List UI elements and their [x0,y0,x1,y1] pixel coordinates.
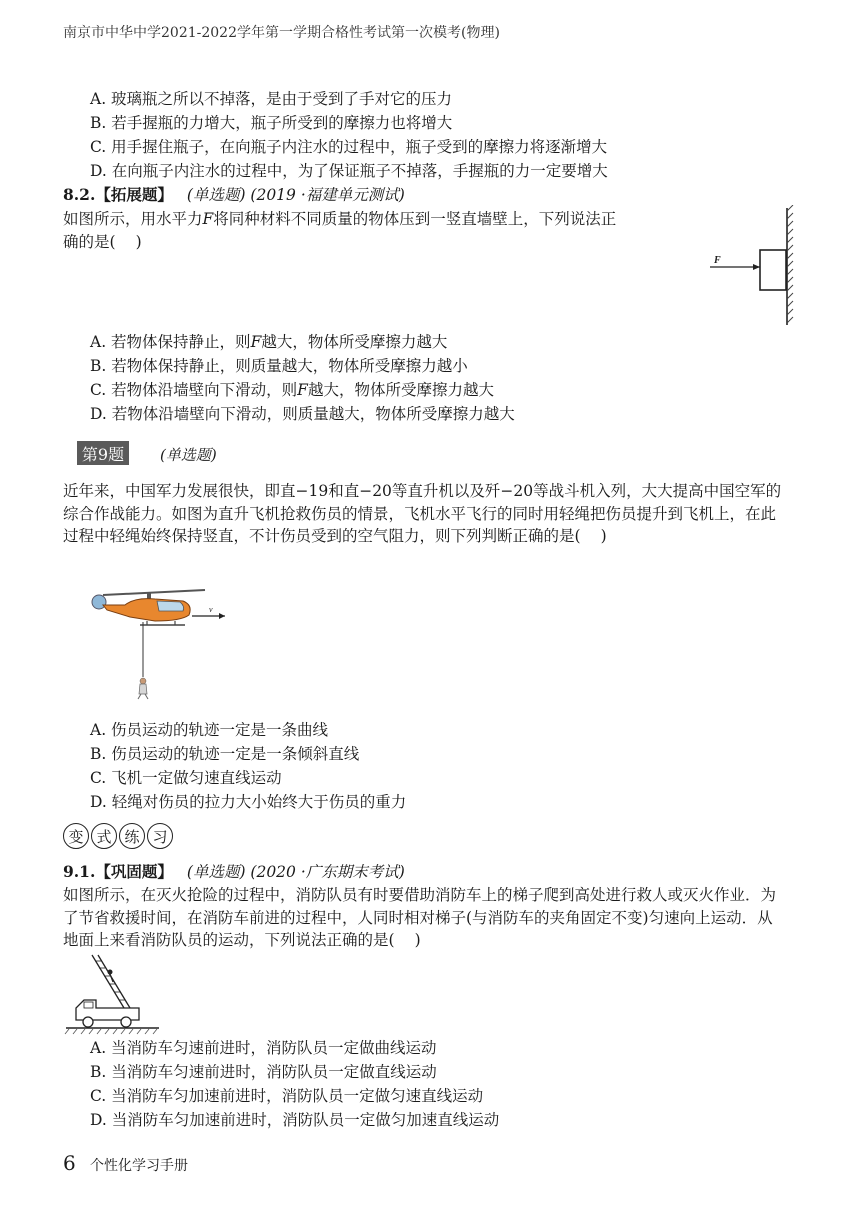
q9-option-c: C. 飞机一定做匀速直线运动 [90,769,282,787]
q9-option-d: D. 轻绳对伤员的拉力大小始终大于伤员的重力 [90,793,407,811]
q9-1-option-c: C. 当消防车匀加速前进时，消防队员一定做匀速直线运动 [90,1087,484,1105]
q8-2-option-c [90,378,494,400]
q8-2-tag: 【拓展题】 [95,185,173,204]
q8-2-option-d: D. 若物体沿墙壁向下滑动，则质量越大，物体所受摩擦力越大 [90,405,515,423]
q9-option-b: B. 伤员运动的轨迹一定是一条倾斜直线 [90,745,360,763]
section-badge: 式 [91,823,117,849]
q9-1-meta: (单选题) (2020 ·广东期末考试) [186,863,405,881]
q9-label: 第9题 [77,441,129,465]
q9-type: (单选题) [160,446,217,464]
section-badge: 练 [119,823,145,849]
footer-title: 个性化学习手册 [90,1158,188,1174]
q8-2-option-a-part2: 越大，物体所受摩擦力越大 [261,333,448,351]
page-number: 6 [63,1151,76,1175]
q8-2-meta: (单选题) (2019 ·福建单元测试) [186,186,405,204]
q9-1-stem-end: ) [414,931,421,949]
q8-2-option-c-var: F [297,381,308,399]
q8-2-option-c-part1: C. 若物体沿墙壁向下滑动，则 [90,381,298,399]
fire-truck-figure [64,950,164,1035]
q9-stem [63,480,785,548]
q8-2-option-a-var: F [250,333,262,351]
q8-2-option-c-part2: 越大，物体所受摩擦力越大 [307,381,494,399]
q8-2-option-b: B. 若物体保持静止，则质量越大，物体所受摩擦力越小 [90,357,468,375]
q9-1-number: 9.1. [63,862,96,881]
section-badges [63,823,173,849]
page-header: 南京市中华中学2021-2022学年第一学期合格性考试第一次模考(物理) [63,25,500,41]
wall-block-figure [700,205,805,330]
velocity-label: v [209,605,213,614]
q8-2-number: 8.2. [63,185,96,204]
q8-2-stem-part2: 将同种材料不同质量的物体压到一竖直墙壁上，下列说法正 [213,210,617,228]
section-badge: 变 [63,823,89,849]
q8-2-stem [63,208,699,253]
q9-1-option-d: D. 当消防车匀加速前进时，消防队员一定做匀加速直线运动 [90,1111,500,1129]
helicopter-figure [85,585,235,700]
q9-option-a: A. 伤员运动的轨迹一定是一条曲线 [90,721,329,739]
q9-1-stem-text: 如图所示，在灭火抢险的过程中，消防队员有时要借助消防车上的梯子爬到高处进行救人或灭火作业．为了节省救援时间，在消防车前进的过程中，人同时相对梯子(与消防车的夹角固定不变)匀速向上运动．从地面上来看消防队员的运动，下列说法正确的是( [63,886,777,949]
q8-2-stem-part1: 如图所示，用水平力 [63,210,203,228]
q8-2-option-a-part1: A. 若物体保持静止，则 [90,333,251,351]
q9-1-option-b: B. 当消防车匀速前进时，消防队员一定做直线运动 [90,1063,437,1081]
q8-2-stem-var: F [202,210,214,228]
q8-1-option-b: B. 若手握瓶的力增大，瓶子所受到的摩擦力也将增大 [90,114,453,132]
section-badge: 习 [147,823,173,849]
q8-2-stem-part4: ) [135,232,142,251]
q8-2-stem-part3: 确的是( [63,232,116,251]
q8-2-header [63,183,405,205]
q9-1-option-a: A. 当消防车匀速前进时，消防队员一定做曲线运动 [90,1039,437,1057]
q9-stem-text: 近年来，中国军力发展很快，即直−19和直−20等直升机以及歼−20等战斗机入列，大大提高中国空军的综合作战能力。如图为直升飞机抢救伤员的情景，飞机水平飞行的同时用轻绳把伤员提升到飞机上，在此过程中轻绳始终保持竖直，不计伤员受到的空气阻力，则下列判断正确的是( [63,482,782,545]
q9-1-header [63,860,405,882]
q9-1-tag: 【巩固题】 [95,862,173,881]
q8-1-option-c: C. 用手握住瓶子，在向瓶子内注水的过程中，瓶子受到的摩擦力将逐渐增大 [90,138,608,156]
q8-1-option-a: A. 玻璃瓶之所以不掉落，是由于受到了手对它的压力 [90,90,453,108]
q8-1-option-d: D. 在向瓶子内注水的过程中，为了保证瓶子不掉落，手握瓶的力一定要增大 [90,162,608,180]
q9-stem-end: ) [600,527,607,545]
q8-2-option-a [90,330,447,352]
q9-1-stem [63,884,785,952]
force-label: F [714,255,721,266]
